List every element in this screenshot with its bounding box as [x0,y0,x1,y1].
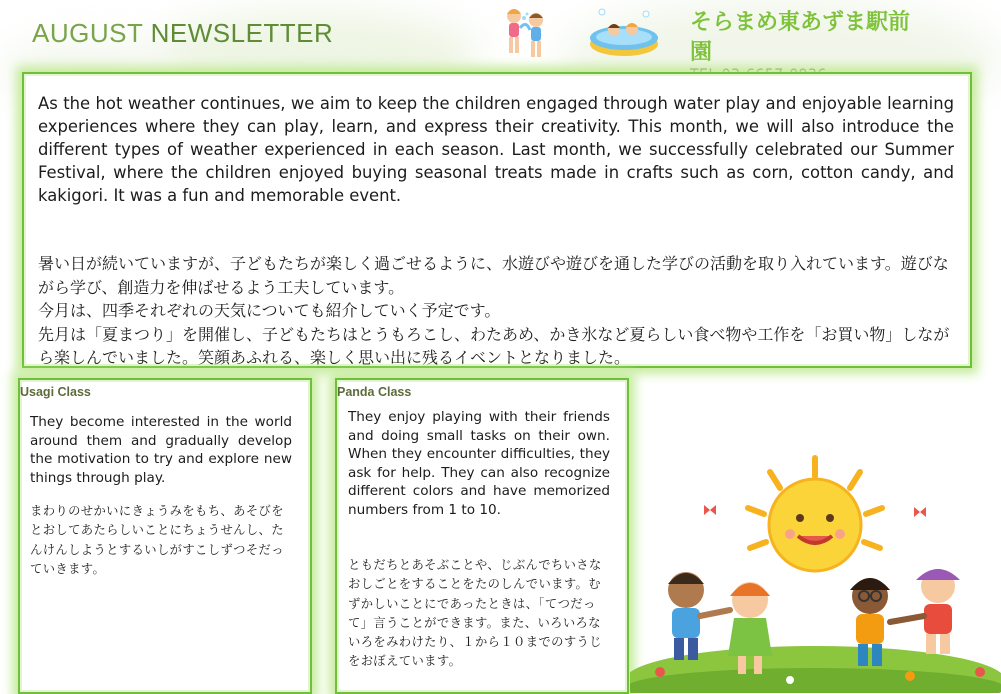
usagi-class-japanese: まわりのせかいにきょうみをもち、あそびをとおしてあたらしいことにちょうせんし、たんけんしようとするいしがすこしずつそだっていきます。 [30,504,284,576]
panda-class-english: They enjoy playing with their friends and doing small tasks on their own. When they encounter difficulties, they ask for help. They can also recognize different colors and have memorized numbers from 1 to 10. [348,409,610,518]
school-name: そらまめ東あずま駅前園 [690,10,911,65]
sun-kids-illustration [630,450,1001,693]
usagi-class-title: Usagi Class [20,385,91,399]
panda-class-panel [335,378,629,694]
title-word: NEWSLETTER [150,18,334,48]
japanese-line: 暑い日が続いていますが、子どもたちが楽しく過ごせるように、水遊びや遊びを通した学びの活動を取り入れています。遊びながら学び、創造力を伸ばせるよう工夫しています。 [38,254,949,297]
usagi-class-english: They become interested in the world around them and gradually develop the motivation to try and explore new things through play. [30,414,292,486]
japanese-line: 先月は「夏まつり」を開催し、子どもたちはとうもろこし、わたあめ、かき氷など夏らしい食べ物や工作を「お買い物」しながら楽しんでいました。笑顔あふれる、楽しく思い出に残るイベントとなりました。 [38,324,950,367]
main-message-panel [22,72,972,368]
panda-class-japanese: ともだちとあそぶことや、じぶんでちいさなおしごとをすることをたのしんでいます。むずかしいことにであったときは、「てつだって」言うことができます。また、いろいろないろをみわけたり、１から１０までのすうじをおぼえています。 [348,558,602,669]
kids-water-play-icon [500,4,550,62]
panda-class-title: Panda Class [337,385,412,399]
main-english-text: As the hot weather continues, we aim to keep the children engaged through water play and enjoyable learning experiences where they can play, learn, and express their creativity. This month, we will also introduce the different types of weather experienced in each season. Last month, we successfully celebrated our Summer Festival, where the children enjoyed buying seasonal treats made in crafts such as corn, cotton candy, and kakigori. It was a fun and memorable event. [38,94,954,205]
title-month: AUGUST [32,18,143,48]
usagi-class-panel [18,378,312,694]
pool-icon [588,4,660,60]
newsletter-title [32,18,333,49]
main-japanese-text [38,252,958,370]
japanese-line: 今月は、四季それぞれの天気についても紹介していく予定です。 [38,301,501,320]
